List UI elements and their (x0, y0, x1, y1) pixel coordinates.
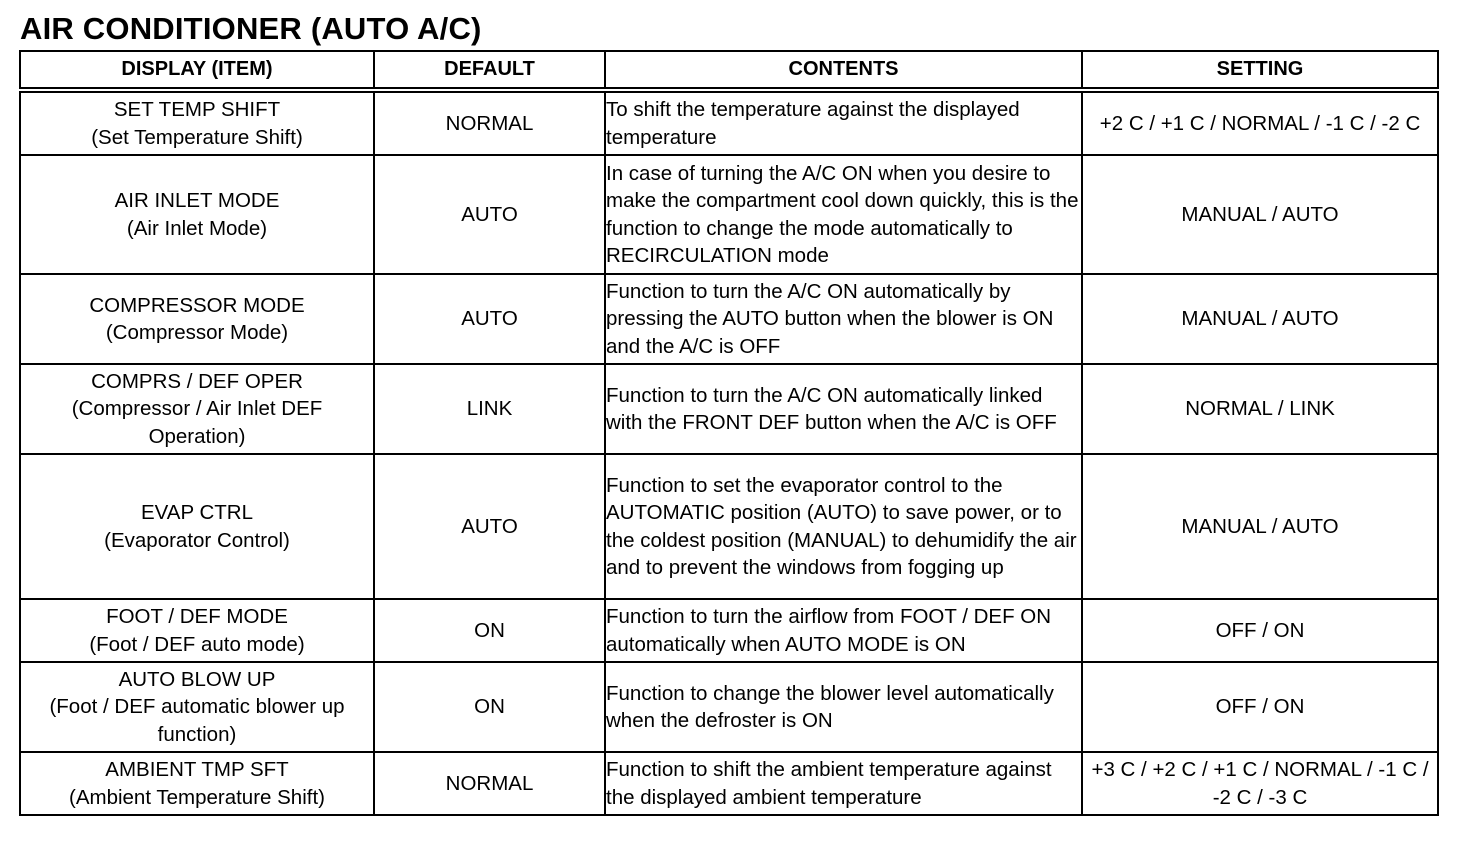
item-full-name: (Compressor Mode) (105, 321, 289, 344)
contents-cell: Function to shift the ambient temperature against the displayed ambient temperature (605, 752, 1082, 815)
default-cell: ON (374, 599, 605, 662)
contents-cell: Function to turn the A/C ON automatically linked with the FRONT DEF button when the A/C is OFF (605, 364, 1082, 454)
table-row (20, 662, 1438, 752)
table-row (20, 752, 1438, 815)
item-name: AMBIENT TMP SFT (105, 758, 289, 781)
item-name: COMPRS / DEF OPER (91, 369, 303, 393)
contents-cell: Function to set the evaporator control to the AUTOMATIC position (AUTO) to save power, or to the coldest position (MANUAL) to dehumidify the air and to prevent the windows from fogging up (605, 454, 1082, 599)
item-cell (20, 274, 374, 364)
table-row (20, 599, 1438, 662)
item-name: COMPRESSOR MODE (89, 293, 305, 317)
item-cell (20, 454, 374, 599)
setting-cell: +2 C / +1 C / NORMAL / -1 C / -2 C (1082, 90, 1438, 155)
contents-cell: Function to change the blower level automatically when the defroster is ON (605, 662, 1082, 752)
table-row (20, 364, 1438, 454)
default-cell: LINK (374, 364, 605, 454)
default-cell: ON (374, 662, 605, 752)
table-row (20, 90, 1438, 155)
table-row (20, 155, 1438, 274)
contents-cell: In case of turning the A/C ON when you desire to make the compartment cool down quickly, this is the function to change the mode automatically to RECIRCULATION mode (605, 155, 1082, 274)
default-cell: NORMAL (374, 752, 605, 815)
setting-cell: OFF / ON (1082, 662, 1438, 752)
item-full-name: (Set Temperature Shift) (91, 125, 303, 149)
default-cell: AUTO (374, 454, 605, 599)
header-display-item: DISPLAY (ITEM) (20, 51, 374, 90)
table-row (20, 454, 1438, 599)
setting-cell: MANUAL / AUTO (1082, 454, 1438, 599)
item-cell (20, 752, 374, 815)
contents-cell: Function to turn the airflow from FOOT / DEF ON automatically when AUTO MODE is ON (605, 599, 1082, 662)
item-name: AUTO BLOW UP (118, 667, 276, 691)
default-cell: AUTO (374, 155, 605, 274)
page-title: AIR CONDITIONER (AUTO A/C) (20, 11, 482, 46)
setting-cell: MANUAL / AUTO (1082, 274, 1438, 364)
setting-cell: OFF / ON (1082, 599, 1438, 662)
setting-cell: MANUAL / AUTO (1082, 155, 1438, 274)
contents-cell: To shift the temperature against the displayed temperature (605, 90, 1082, 155)
header-setting: SETTING (1082, 51, 1438, 90)
default-cell: NORMAL (374, 90, 605, 155)
item-cell (20, 155, 374, 274)
setting-cell: NORMAL / LINK (1082, 364, 1438, 454)
item-full-name: (Ambient Temperature Shift) (69, 785, 325, 809)
item-name: FOOT / DEF MODE (106, 605, 288, 628)
setting-cell: +3 C / +2 C / +1 C / NORMAL / -1 C / -2 C / -3 C (1082, 752, 1438, 815)
item-name: EVAP CTRL (140, 501, 254, 524)
header-default: DEFAULT (374, 51, 605, 90)
item-full-name: (Foot / DEF automatic blower up function) (49, 695, 345, 746)
item-cell (20, 599, 374, 662)
default-cell: AUTO (374, 274, 605, 364)
item-full-name: (Compressor / Air Inlet DEF Operation) (71, 397, 323, 448)
settings-table (19, 50, 1439, 816)
table-header-row (20, 51, 1438, 90)
item-full-name: (Foot / DEF auto mode) (89, 632, 305, 656)
header-contents: CONTENTS (605, 51, 1082, 90)
contents-cell: Function to turn the A/C ON automatically by pressing the AUTO button when the blower is ON and the A/C is OFF (605, 274, 1082, 364)
table-row (20, 274, 1438, 364)
item-cell (20, 364, 374, 454)
item-cell (20, 90, 374, 155)
item-full-name: (Air Inlet Mode) (126, 216, 268, 240)
item-name: AIR INLET MODE (114, 189, 280, 212)
item-cell (20, 662, 374, 752)
item-name: SET TEMP SHIFT (113, 98, 281, 121)
item-full-name: (Evaporator Control) (104, 528, 290, 552)
